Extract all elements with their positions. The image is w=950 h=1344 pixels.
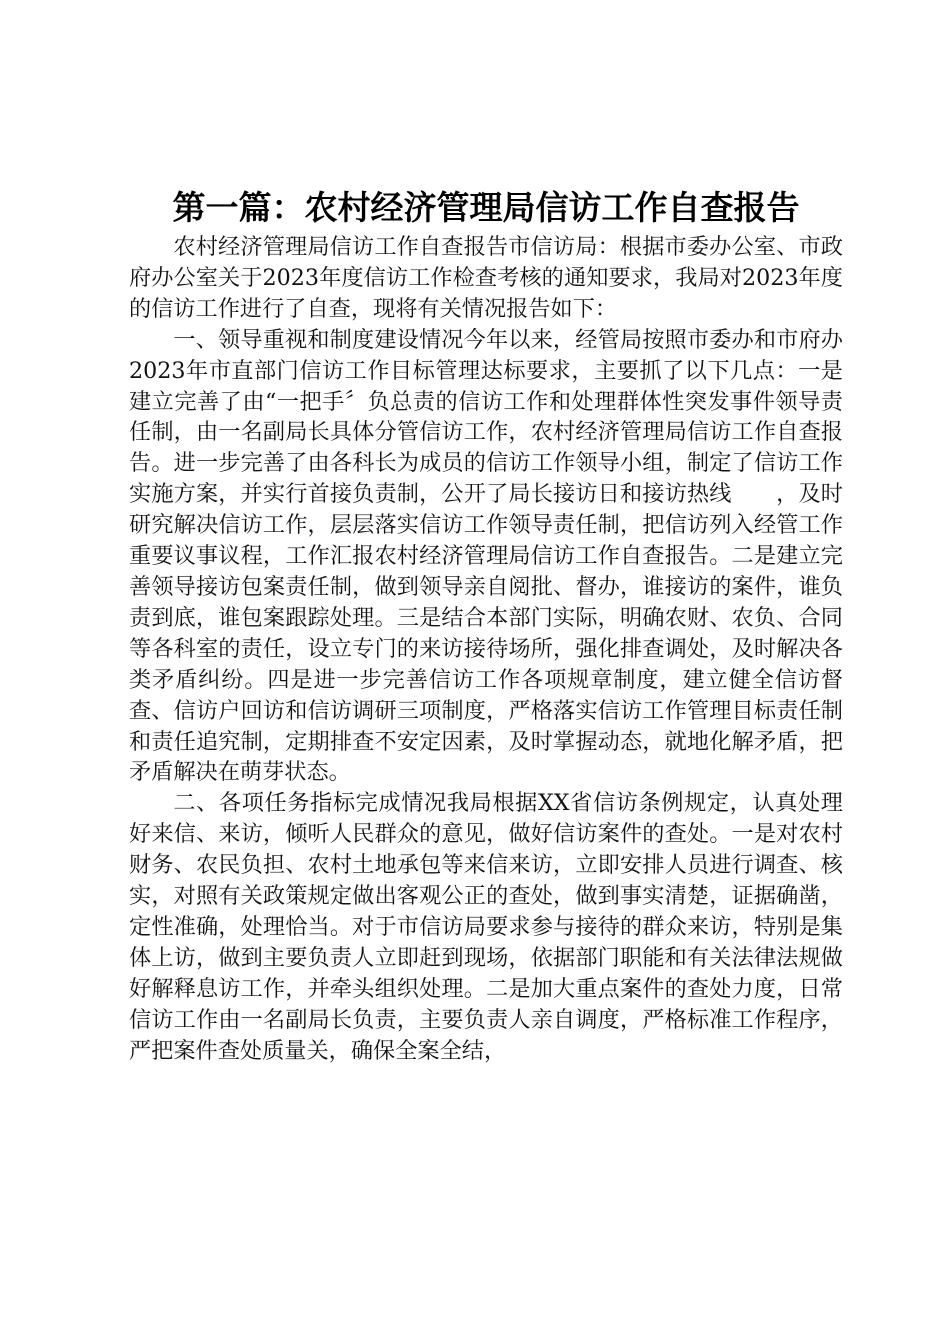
document-title: 第一篇：农村经济管理局信访工作自查报告	[172, 188, 800, 227]
paragraph-section-one: 一、领导重视和制度建设情况今年以来，经管局按照市委办和市府办2023年市直部门信访工作目标管理达标要求，主要抓了以下几点：一是建立完善了由“一把手〞负总责的信访工作和处理群体性突发事件领导责任制，由一名副局长具体分管信访工作，农村经济管理局信访工作自查报告。进一步完善了由各科长为成员的信访工作领导小组，制定了信访工作实施方案，并实行首接负责制，公开了局长接访日和接访热线 ，及时研究解决信访工作，层层落实信访工作领导责任制，把信访列入经管工作重要议事议程，工作汇报农村经济管理局信访工作自查报告。二是建立完善领导接访包案责任制，做到领导亲自阅批、督办，谁接访的案件，谁负责到底，谁包案跟踪处理。三是结合本部门实际，明确农财、农负、合同等各科室的责任，设立专门的来访接待场所，强化排查调处，及时解决各类矛盾纠纷。四是进一步完善信访工作各项规章制度，建立健全信访督查、信访户回访和信访调研三项制度，严格落实信访工作管理目标责任制和责任追究制，定期排查不安定因素，及时掌握动态，就地化解矛盾，把矛盾解决在萌芽状态。	[129, 326, 843, 786]
document-body	[129, 232, 843, 1066]
paragraph-section-two: 二、各项任务指标完成情况我局根据XX省信访条例规定，认真处理好来信、来访，倾听人民群众的意见，做好信访案件的查处。一是对农村财务、农民负担、农村土地承包等来信来访，立即安排人员进行调查、核实，对照有关政策规定做出客观公正的查处，做到事实清楚，证据确凿，定性准确，处理恰当。对于市信访局要求参与接待的群众来访，特别是集体上访，做到主要负责人立即赶到现场，依据部门职能和有关法律法规做好解释息访工作，并牵头组织处理。二是加大重点案件的查处力度，日常信访工作由一名副局长负责，主要负责人亲自调度，严格标准工作程序，严把案件查处质量关，确保全案全结，	[129, 790, 843, 1064]
paragraph-intro: 农村经济管理局信访工作自查报告市信访局：根据市委办公室、市政府办公室关于2023年度信访工作检查考核的通知要求，我局对2023年度的信访工作进行了自查，现将有关情况报告如下：	[129, 234, 843, 322]
